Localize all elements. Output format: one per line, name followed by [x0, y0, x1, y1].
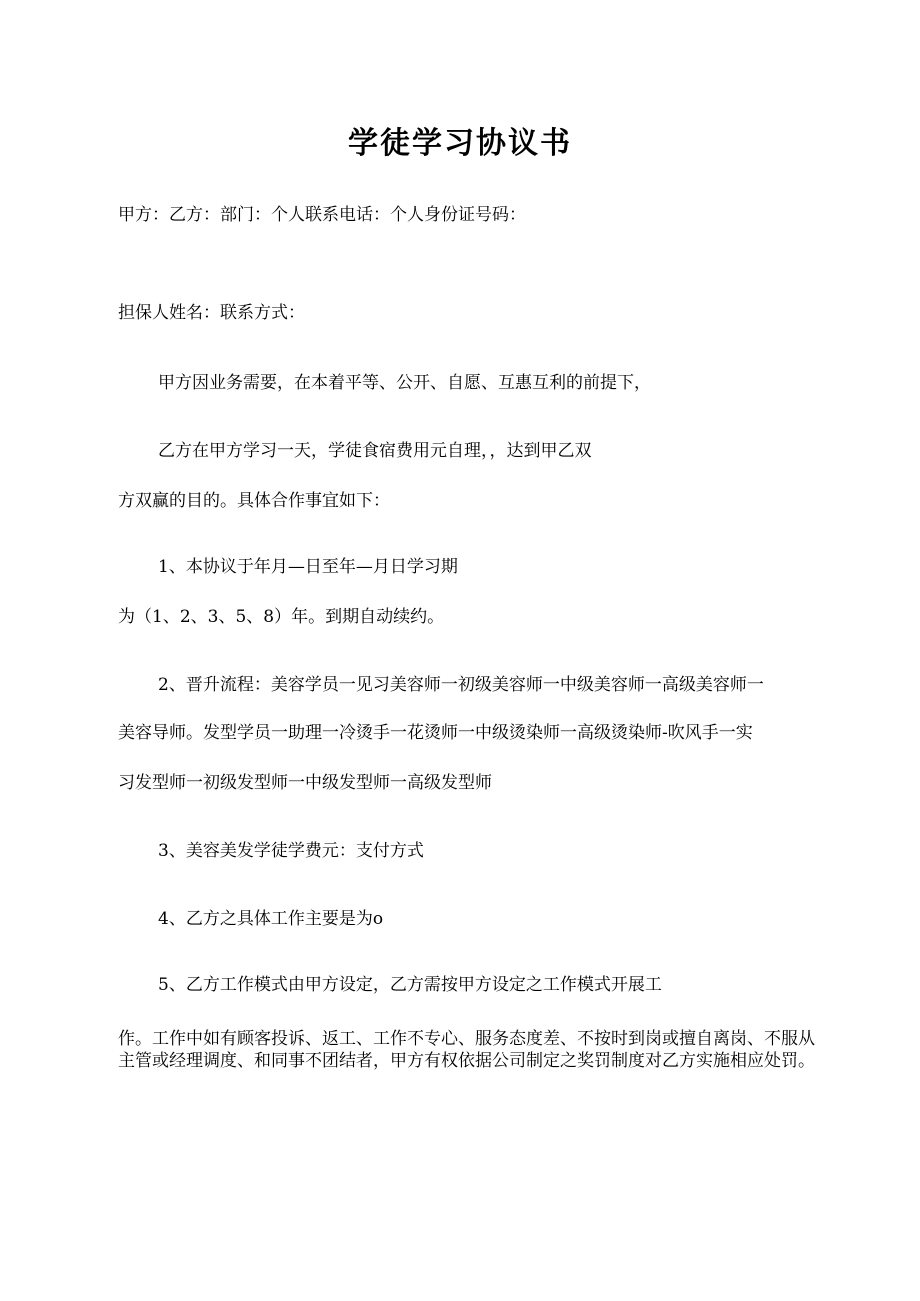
clause-1-line-2: 为（1、2、3、5、8）年。到期自动续约。	[118, 607, 445, 627]
clause-2-line-1: 2、晋升流程：美容学员一见习美容师一初级美容师一中级美容师一高级美容师一	[158, 675, 764, 695]
clause-5-line-1: 5、乙方工作模式由甲方设定，乙方需按甲方设定之工作模式开展工	[158, 975, 662, 995]
intro-line-3: 方双赢的目的。具体合作事宜如下：	[118, 491, 390, 511]
clause-3: 3、美容美发学徒学费元：支付方式	[158, 841, 424, 861]
clause-5-paragraph: 作。工作中如有顾客投诉、返工、工作不专心、服务态度差、不按时到岗或擅自离岗、不服从主管或经理调度、和同事不团结者，甲方有权依据公司制定之奖罚制度对乙方实施相应处罚。	[118, 1029, 815, 1071]
document-title: 学徒学习协议书	[348, 126, 572, 161]
parties-line: 甲方：乙方：部门：个人联系电话：个人身份证号码：	[118, 205, 526, 225]
clause-4: 4、乙方之具体工作主要是为o	[158, 909, 384, 929]
clause-1-line-1: 1、本协议于年月—日至年—月日学习期	[158, 557, 458, 577]
intro-line-2: 乙方在甲方学习一天，学徒食宿费用元自理，，达到甲乙双	[158, 441, 592, 461]
clause-2-line-2: 美容导师。发型学员一助理一冷烫手一花烫师一中级烫染师一高级烫染师-吹风手一实	[118, 723, 753, 743]
clause-2-line-3: 习发型师一初级发型师一中级发型师一高级发型师	[118, 773, 492, 793]
guarantor-line: 担保人姓名：联系方式：	[118, 303, 305, 323]
intro-line-1: 甲方因业务需要，在本着平等、公开、自愿、互惠互利的前提下，	[158, 373, 651, 393]
